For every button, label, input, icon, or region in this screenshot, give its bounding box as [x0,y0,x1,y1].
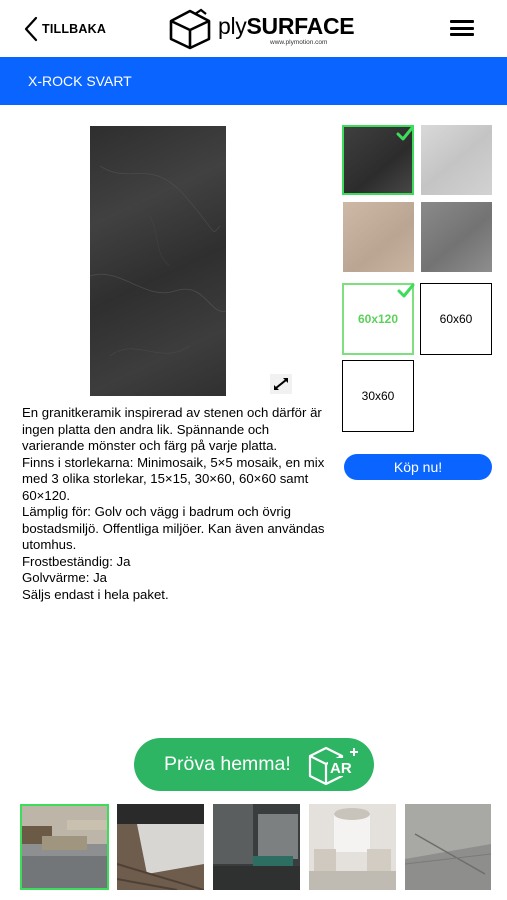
buy-now-button[interactable]: Köp nu! [344,454,492,480]
room-thumbnail-1[interactable] [20,804,109,890]
chevron-left-icon [24,16,38,42]
checkmark-icon [396,126,414,142]
size-option-60x60[interactable]: 60x60 [420,283,492,355]
description-line: Säljs endast i hela paket. [22,586,169,602]
checkmark-icon [397,283,415,299]
room-photo [405,804,491,890]
product-main-image[interactable] [90,126,226,396]
description-line: En granitkeramik inspirerad av stenen och därför är ingen platta den andra lik. Spännande och varierande mönster och färg på varje platta. [22,405,322,453]
room-photo [117,804,204,890]
description-line: Finns i storlekarna: Minimosaik, 5×5 mosaik, en mix med 3 olika storlekar, 15×15, 30×60, 60×60 samt 60×120. [22,454,325,503]
room-thumbnail-3[interactable] [213,804,300,890]
hamburger-menu-icon[interactable] [450,20,474,38]
description-line: Golvvärme: Ja [22,570,108,585]
room-photo [22,806,109,890]
try-at-home-button[interactable] [134,738,374,791]
logo-text-ply: ply [218,13,247,39]
description-line: Frostbeständig: Ja [22,553,131,569]
ar-label: AR [330,760,352,777]
room-thumbnail-5[interactable] [405,804,491,890]
app-header [0,0,507,57]
stone-texture [90,126,226,396]
product-title: X-ROCK SVART [28,73,132,89]
back-label: TILLBAKA [42,22,107,36]
product-title-bar [0,57,507,105]
description-line: Lämplig för: Golv och vägg i badrum och övrig bostadsmiljö. Offentliga miljöer. Kan även användas utomhus. [22,504,325,552]
color-swatch-grey[interactable] [421,202,492,272]
ar-cube-icon [306,744,362,788]
try-at-home-label: Pröva hemma! [164,753,291,775]
back-button[interactable] [24,16,106,42]
ply-cube-logo-icon [166,8,214,50]
size-option-30x60[interactable]: 30x60 [342,360,414,432]
expand-icon[interactable] [270,374,292,394]
logo-url: www.plymotion.com [270,39,328,46]
logo-text-surface: SURFACE [246,13,355,39]
brand-logo [166,8,355,50]
color-swatch-beige[interactable] [343,202,414,272]
logo-text [218,13,354,40]
room-thumbnail-4[interactable] [309,804,396,890]
color-swatch-light-grey[interactable] [421,125,492,195]
room-photo [309,804,396,890]
size-option-60x120[interactable]: 60x120 [342,283,414,355]
room-thumbnail-2[interactable] [117,804,204,890]
room-photo [213,804,300,890]
product-description [22,405,334,603]
